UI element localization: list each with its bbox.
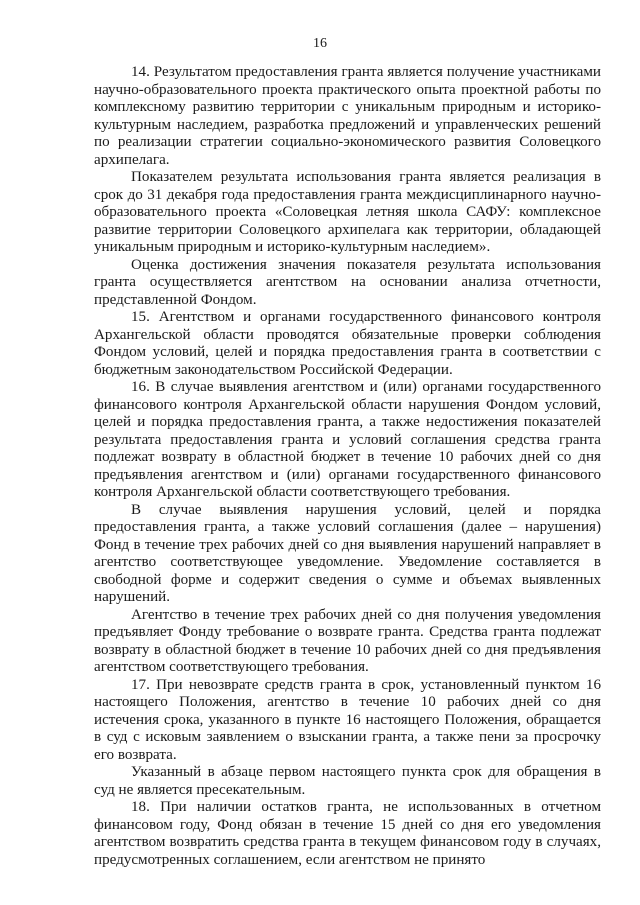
document-body — [94, 64, 601, 869]
paragraph-court-term: Указанный в абзаце первом настоящего пункта срок для обращения в суд не является пресекательным. — [94, 764, 601, 798]
paragraph-result-indicator: Показателем результата использования гранта является реализация в срок до 31 декабря года предоставления гранта междисциплинарного научно-образовательного проекта «Соловецкая летняя школа САФУ: комплексное развитие территории Соловецкого архипелага как территории, обладающей уникальным природным и историко-культурным наследием». — [94, 169, 601, 255]
page-number: 16 — [313, 36, 327, 51]
paragraph-15-inspections: 15. Агентством и органами государственного финансового контроля Архангельской области проводятся обязательные проверки соблюдения Фондом условий, целей и порядка предоставления гранта в соответствии с бюджетным законодательством Российской Федерации. — [94, 309, 601, 378]
paragraph-18-balances: 18. При наличии остатков гранта, не использованных в отчетном финансовом году, Фонд обязан в течение 15 дней со дня его уведомления агентством возвратить средства гранта в текущем финансовом году в случаях, предусмотренных соглашением, если агентством не принято — [94, 799, 601, 868]
paragraph-17-non-return: 17. При невозврате средств гранта в срок, установленный пунктом 16 настоящего Положения, агентство в течение 10 рабочих дней со дня истечения срока, указанного в пункте 16 настоящего Положения, обращается в суд с исковым заявлением о взыскании гранта, а также пени за просрочку его возврата. — [94, 676, 601, 763]
paragraph-16-violations: 16. В случае выявления агентством и (или) органами государственного финансового контроля Архангельской области нарушения Фондом условий, целей и порядка предоставления гранта, а также недостижения показателей результата предоставления гранта и условий соглашения средства гранта подлежат возврату в областной бюджет в течение 10 рабочих дней со дня предъявления агентством и (или) органами государственного финансового контроля Архангельской области соответствующего требования. — [94, 379, 601, 500]
paragraph-indicator-assessment: Оценка достижения значения показателя результата использования гранта осуществляется агентством на основании анализа отчетности, представленной Фондом. — [94, 256, 601, 308]
paragraph-violation-notice: В случае выявления нарушения условий, целей и порядка предоставления гранта, а также условий соглашения (далее – нарушения) Фонд в течение трех рабочих дней со дня выявления нарушений направляет в агентство соответствующее уведомление. Уведомление составляется в свободной форме и содержит сведения о сумме и объемах выявленных нарушений. — [94, 501, 601, 605]
paragraph-refund-demand: Агентство в течение трех рабочих дней со дня получения уведомления предъявляет Фонду требование о возврате гранта. Средства гранта подлежат возврату в областной бюджет в течение 10 рабочих дней со дня предъявления агентством соответствующего требования. — [94, 606, 601, 675]
paragraph-14-result: 14. Результатом предоставления гранта является получение участниками научно-образовательного проекта практического опыта проектной работы по комплексному развитию территории с уникальным природным и историко-культурным наследием, разработка предложений и управленческих решений по реализации стратегии социально-экономического развития Соловецкого архипелага. — [94, 64, 601, 168]
